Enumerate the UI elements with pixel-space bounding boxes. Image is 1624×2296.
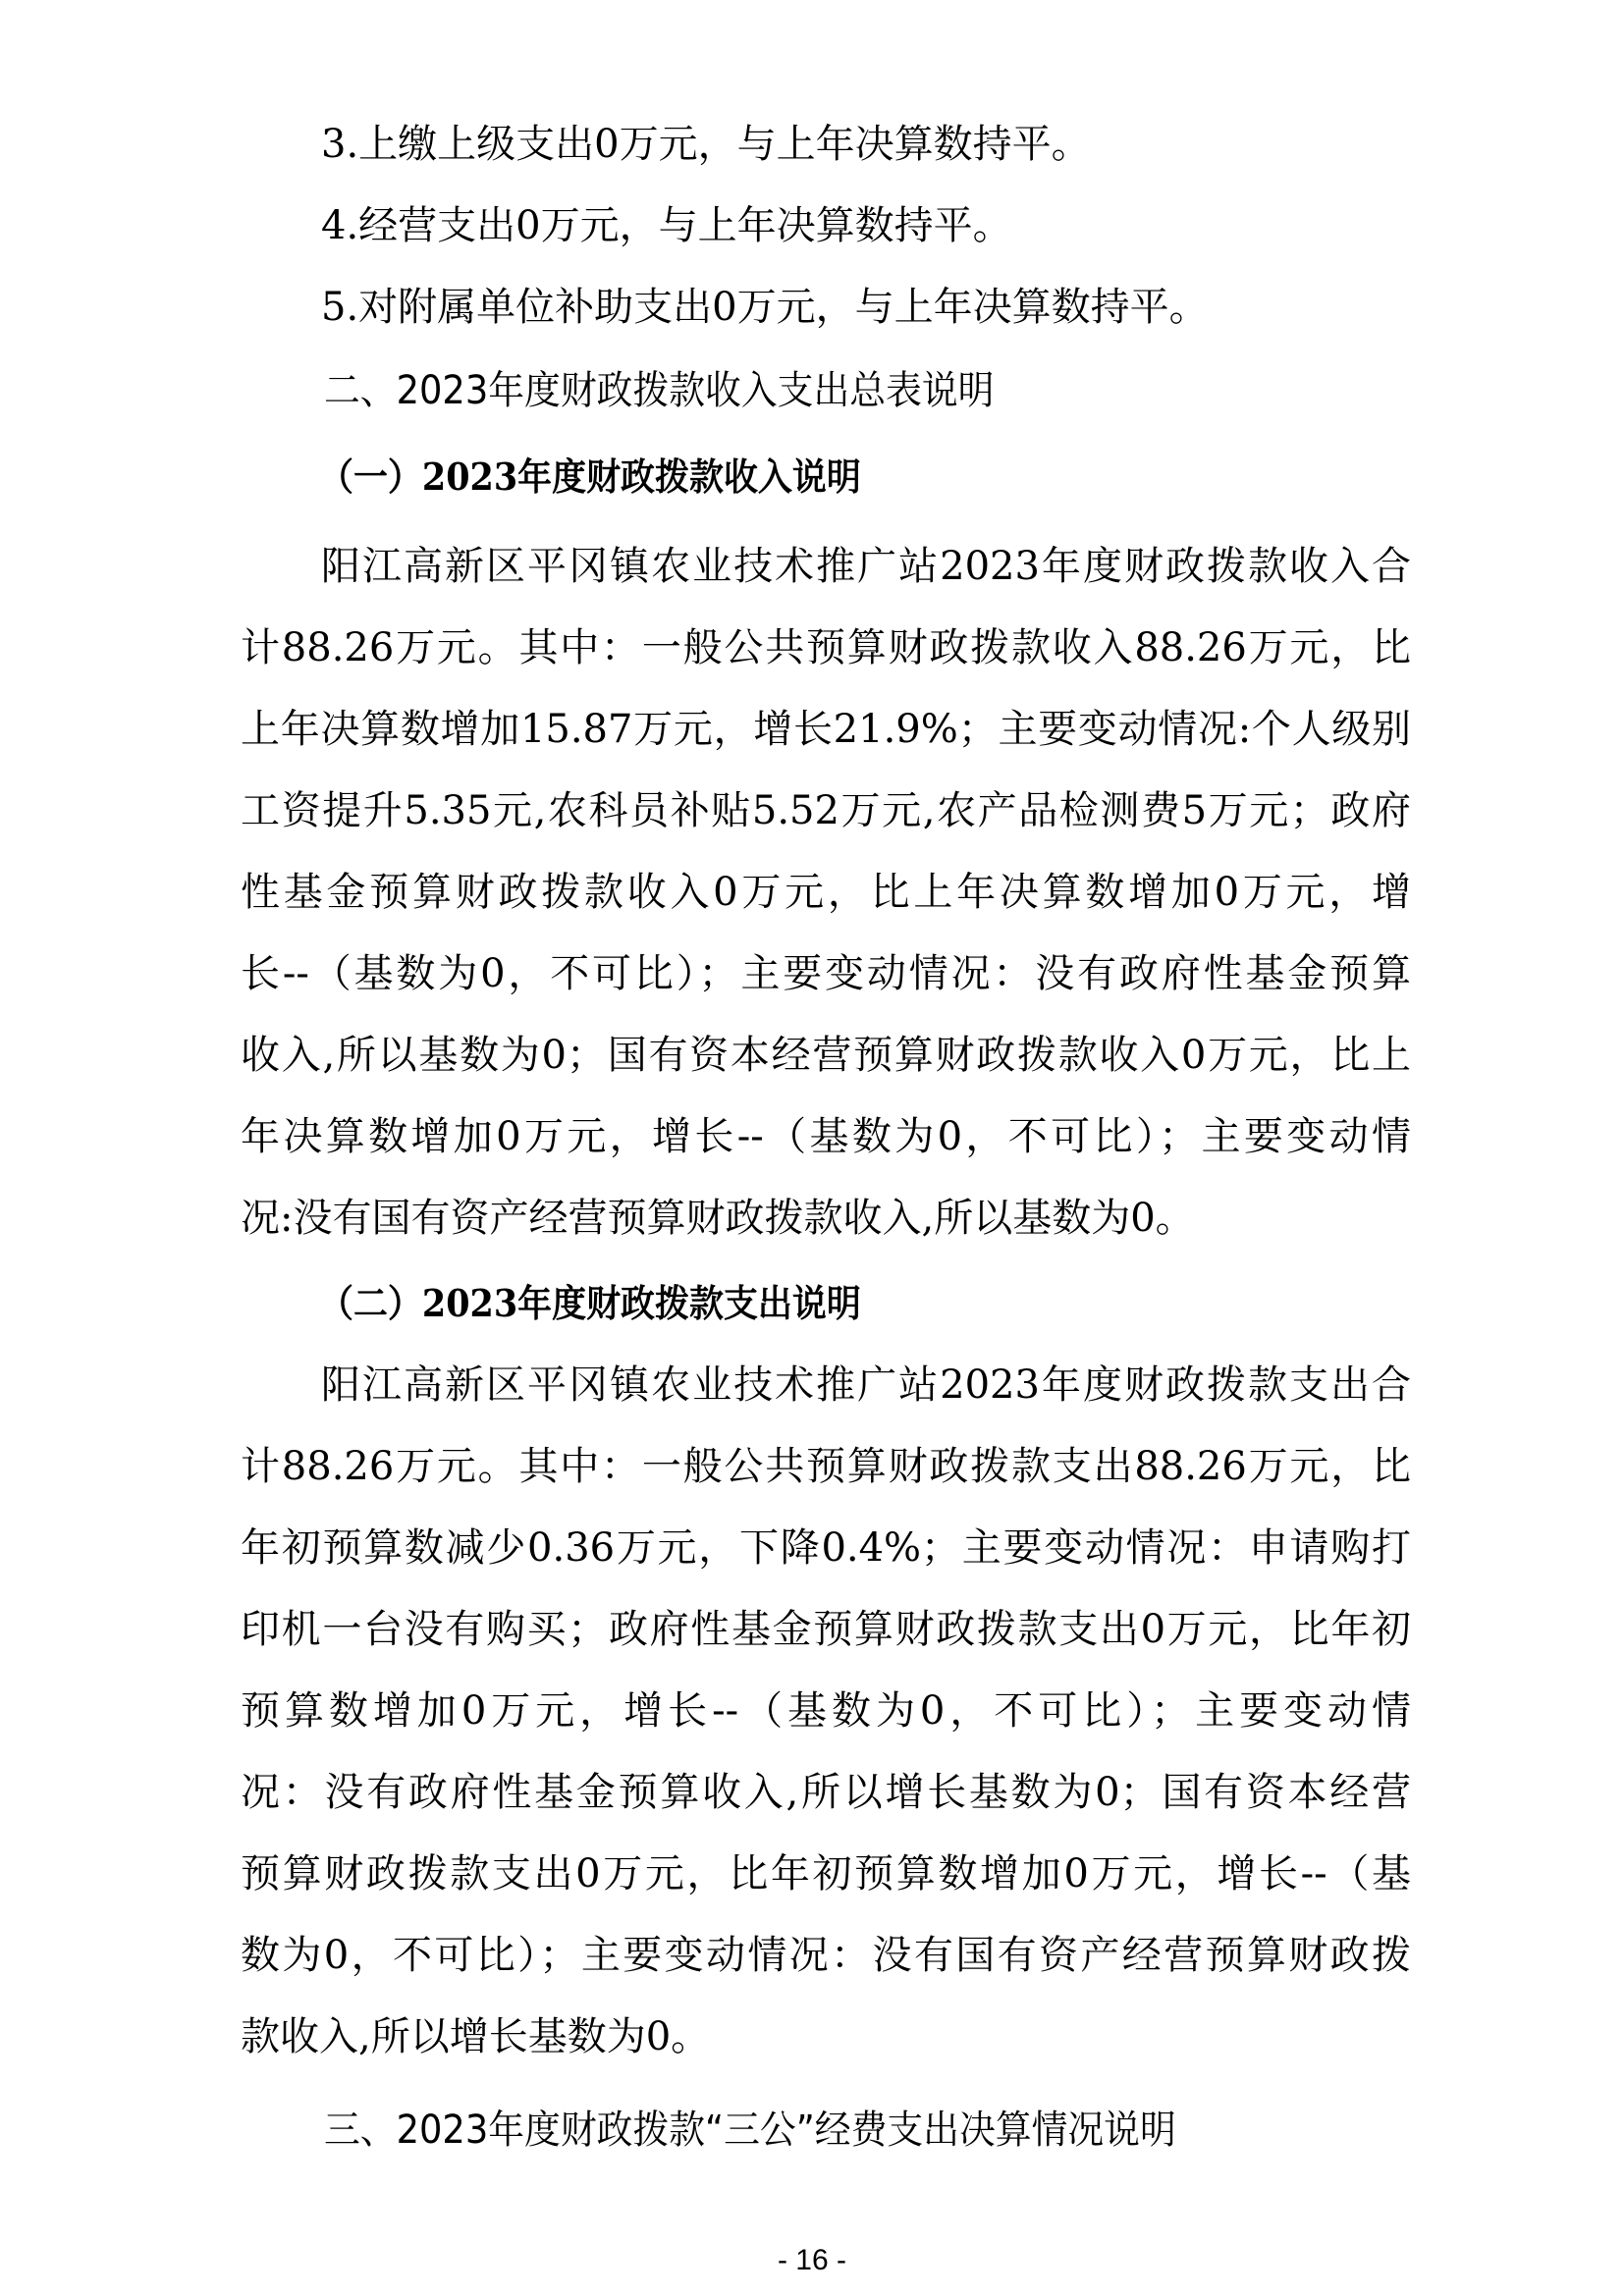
paragraph-line: 预算数增加0万元，增长--（基数为0，不可比）；主要变动情 [241,1688,1411,1734]
paragraph-line: 年初预算数减少0.36万元，下降0.4%；主要变动情况：申请购打 [241,1525,1411,1571]
paragraph-line: 预算财政拨款支出0万元，比年初预算数增加0万元，增长--（基 [241,1851,1411,1896]
list-item: 4.经营支出0万元，与上年决算数持平。 [321,203,1012,248]
paragraph-line: 长--（基数为0，不可比）；主要变动情况：没有政府性基金预算 [241,951,1411,996]
section-heading: 三、2023年度财政拨款“三公”经费支出决算情况说明 [324,2108,1176,2153]
paragraph-line: 阳江高新区平冈镇农业技术推广站2023年度财政拨款支出合 [321,1362,1411,1408]
section-heading: 二、2023年度财政拨款收入支出总表说明 [324,368,995,413]
paragraph-line: 上年决算数增加15.87万元，增长21.9%；主要变动情况:个人级别 [241,707,1411,752]
page-number: - 16 - [777,2244,847,2276]
paragraph-line: 印机一台没有购买；政府性基金预算财政拨款支出0万元，比年初 [241,1607,1411,1652]
paragraph-line: 况：没有政府性基金预算收入,所以增长基数为0；国有资本经营 [241,1770,1411,1815]
list-item: 3.上缴上级支出0万元，与上年决算数持平。 [321,122,1091,167]
paragraph-line: 年决算数增加0万元，增长--（基数为0，不可比）；主要变动情 [241,1114,1411,1159]
paragraph-line: 计88.26万元。其中：一般公共预算财政拨款收入88.26万元，比 [241,625,1411,670]
paragraph-line: 计88.26万元。其中：一般公共预算财政拨款支出88.26万元，比 [241,1444,1411,1489]
paragraph-line: 阳江高新区平冈镇农业技术推广站2023年度财政拨款收入合 [321,544,1411,589]
list-item: 5.对附属单位补助支出0万元，与上年决算数持平。 [321,285,1209,330]
paragraph-line: 款收入,所以增长基数为0。 [241,2014,711,2059]
subsection-heading: （二）2023年度财政拨款支出说明 [319,1281,861,1325]
paragraph-line: 数为0，不可比）；主要变动情况：没有国有资产经营预算财政拨 [241,1933,1411,1978]
paragraph-line: 况:没有国有资产经营预算财政拨款收入,所以基数为0。 [241,1196,1195,1241]
paragraph-line: 性基金预算财政拨款收入0万元，比上年决算数增加0万元，增 [241,870,1411,915]
paragraph-line: 工资提升5.35元,农科员补贴5.52万元,农产品检测费5万元；政府 [241,788,1411,833]
paragraph-line: 收入,所以基数为0；国有资本经营预算财政拨款收入0万元，比上 [241,1033,1411,1078]
subsection-heading: （一）2023年度财政拨款收入说明 [319,454,861,499]
